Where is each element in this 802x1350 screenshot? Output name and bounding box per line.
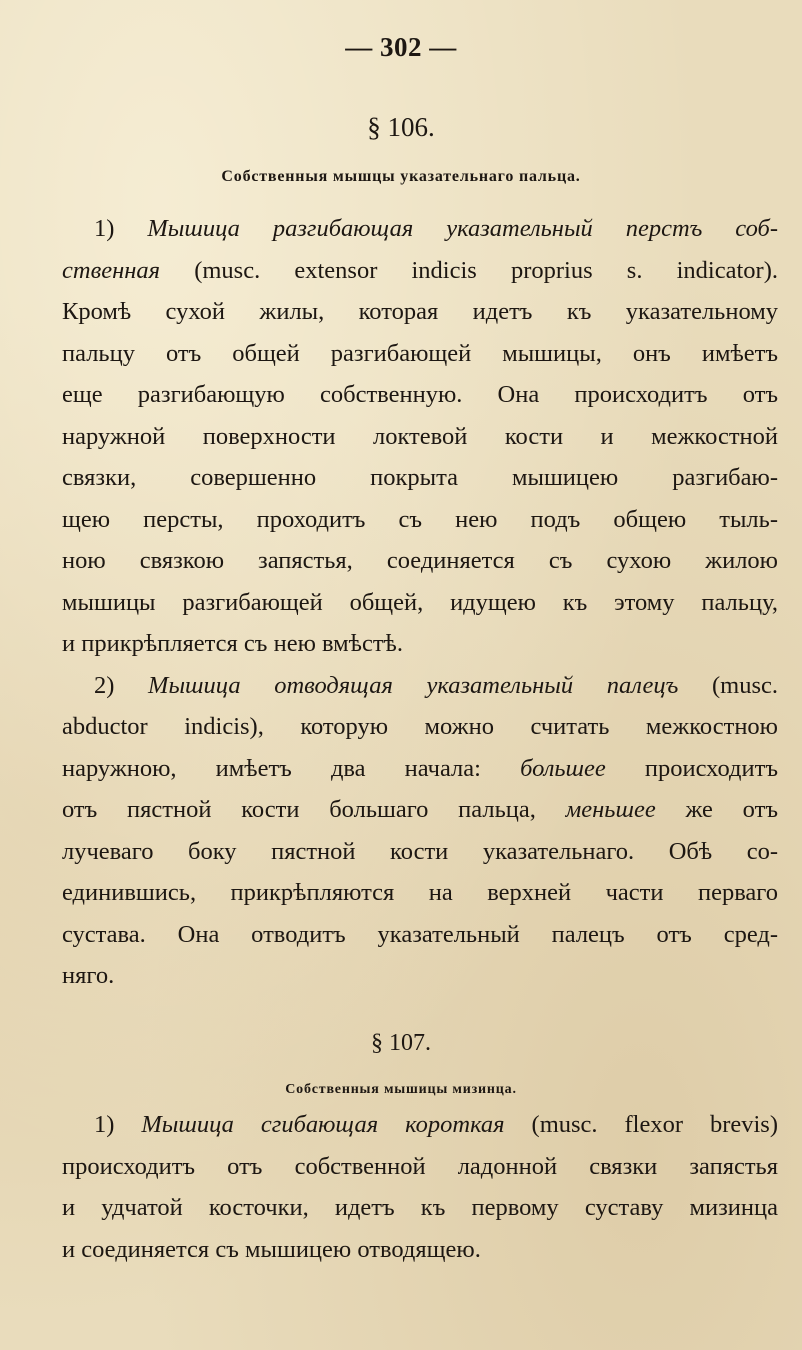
text-line: Кромѣ сухой жилы, которая идетъ къ указательному [62,298,778,325]
text-line: 1) Мышица разгибающая указательный перстъ соб- [94,215,778,242]
section-106-body [62,208,778,997]
text-line: 1) Мышица сгибающая короткая (musc. flexor brevis) [94,1111,778,1138]
section-106-title: Собственныя мышцы указательнаго пальца. [221,168,581,185]
text-line: происходитъ отъ собственной ладонной связки запястья [62,1152,778,1180]
text-line: лучеваго боку пястной кости указательнаго. Обѣ со- [62,837,778,865]
section-107-body [62,1104,778,1270]
text-line: пальцу отъ общей разгибающей мышицы, онъ имѣетъ [62,339,778,367]
text-line: наружной поверхности локтевой кости и межкостной [62,422,778,450]
text-line: еще разгибающую собственную. Она происходитъ отъ [62,381,778,408]
page-number: — 302 — [345,32,457,62]
section-106-heading: § 106. [367,112,435,142]
text-line: наружною, имѣетъ два начала: большее происходитъ [62,754,778,782]
text-line: abductor indicis), которую можно считать межкостною [62,713,778,740]
text-line: и соединяется съ мышицею отводящею. [62,1235,481,1263]
text-line: ною связкою запястья, соединяется съ сухою жилою [62,547,778,574]
text-line: 2) Мышица отводящая указательный палецъ (musc. [94,671,778,699]
text-line: и удчатой косточки, идетъ къ первому суставу мизинца [62,1194,778,1221]
text-line: няго. [62,962,115,989]
text-line: щею персты, проходитъ съ нею подъ общею тыль- [62,505,778,533]
text-line: отъ пястной кости большаго пальца, меньшее же отъ [62,796,778,823]
text-line: связки, совершенно покрыта мышицею разгибаю- [62,464,778,491]
section-107-heading: § 107. [371,1030,431,1056]
text-line: мышицы разгибающей общей, идущею къ этому пальцу, [62,588,778,616]
text-line: ственная (musc. extensor indicis proprius s. indicator). [62,256,778,284]
section-107-title: Собственныя мышицы мизинца. [285,1082,517,1097]
text-line: единившись, прикрѣпляются на верхней части перваго [62,879,778,906]
text-line: и прикрѣпляется съ нею вмѣстѣ. [62,630,403,657]
text-line: сустава. Она отводитъ указательный палецъ отъ сред- [62,920,778,948]
